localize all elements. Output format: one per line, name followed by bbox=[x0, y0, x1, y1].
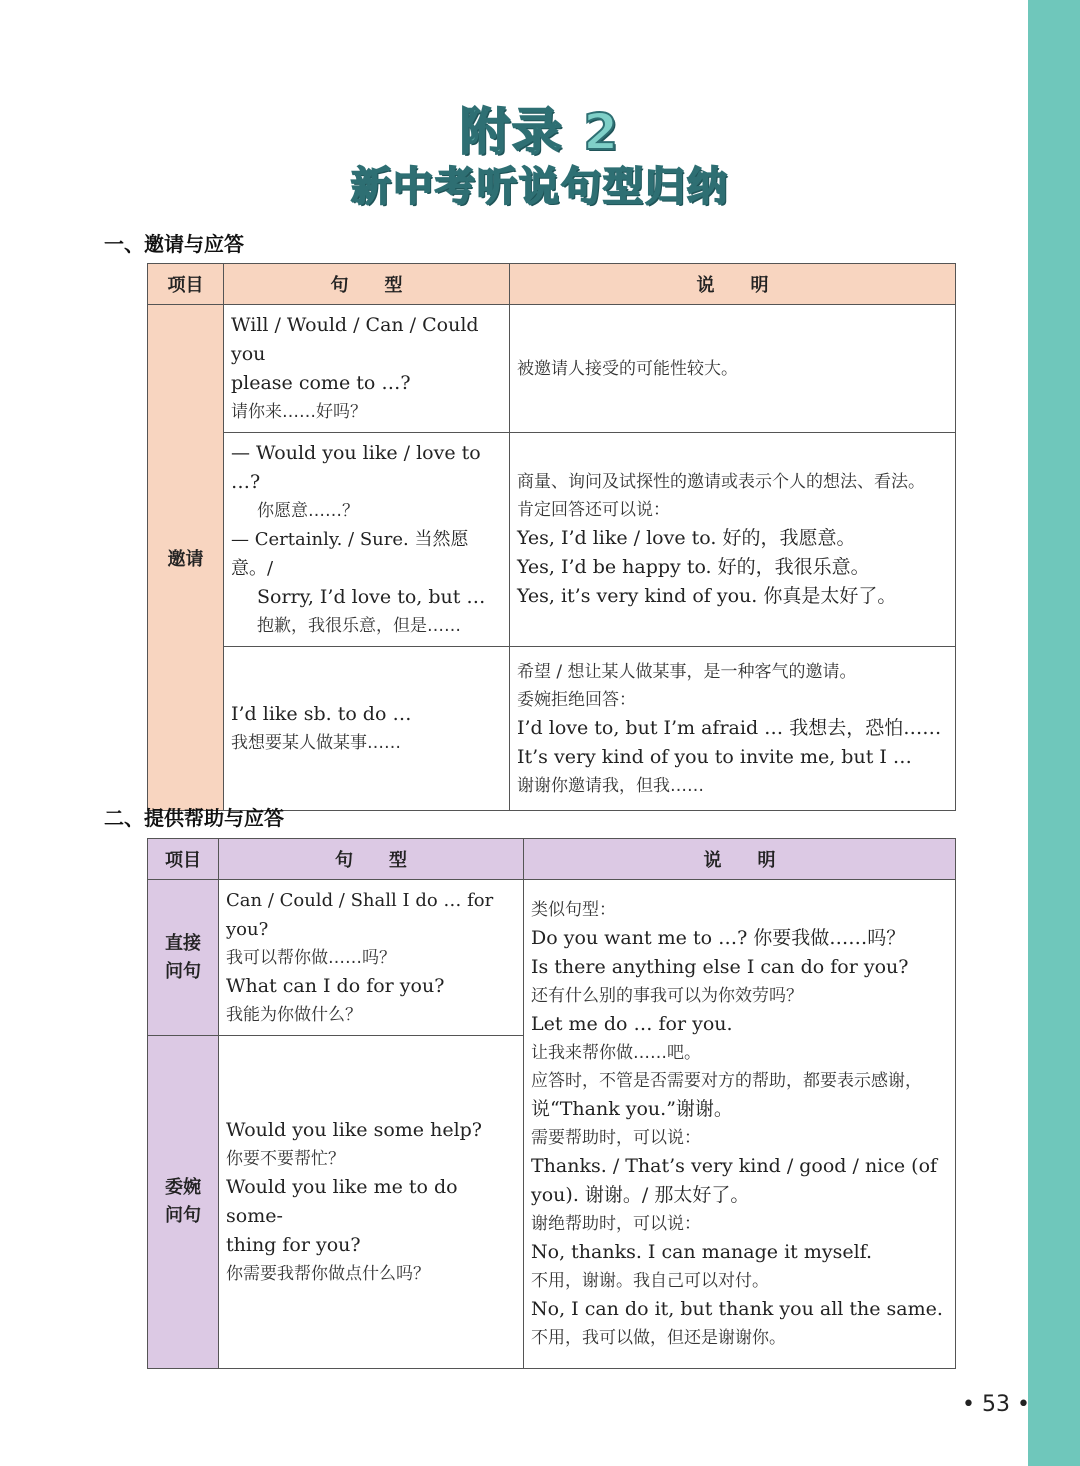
table-row bbox=[148, 880, 956, 1036]
note-text: 谢绝帮助时，可以说： bbox=[531, 1214, 701, 1234]
header-item: 项目 bbox=[148, 264, 224, 305]
note-text: I’d love to, but I’m afraid … 我想去，恐怕…… bbox=[517, 716, 942, 739]
table-row bbox=[148, 647, 956, 811]
note-text: 商量、询问及试探性的邀请或表示个人的想法、看法。 bbox=[517, 472, 925, 492]
category-cell bbox=[148, 880, 219, 1036]
pattern-cell bbox=[224, 647, 510, 811]
pattern-translation: 请你来……好吗？ bbox=[231, 402, 367, 422]
appendix-title: 附录 2 bbox=[459, 103, 621, 161]
note-text: Yes, I’d like / love to. 好的，我愿意。 bbox=[517, 527, 856, 549]
note-text: 谢谢你邀请我，但我…… bbox=[517, 775, 704, 796]
pattern-text: Will / Would / Can / Could you bbox=[231, 314, 479, 365]
table-header-row bbox=[148, 264, 956, 305]
note-cell bbox=[524, 880, 956, 1369]
category-text: 问句 bbox=[165, 1205, 201, 1226]
invitation-table bbox=[147, 263, 956, 811]
header-note: 说 明 bbox=[524, 839, 956, 880]
pattern-cell bbox=[219, 1036, 524, 1369]
pattern-text: — Would you like / love to …? bbox=[231, 442, 481, 493]
table-row bbox=[148, 305, 956, 433]
pattern-text: Sorry, I’d love to, but … bbox=[257, 586, 486, 608]
pattern-text: What can I do for you? bbox=[226, 975, 445, 997]
table-row bbox=[148, 433, 956, 647]
header-pattern: 句 型 bbox=[224, 264, 510, 305]
note-text: 应答时，不管是否需要对方的帮助，都要表示感谢， bbox=[531, 1071, 922, 1091]
category-text: 问句 bbox=[165, 960, 201, 982]
pattern-translation: 我可以帮你做……吗？ bbox=[226, 948, 396, 968]
pattern-translation: 你愿意……？ bbox=[257, 501, 359, 521]
pattern-translation: 我能为你做什么？ bbox=[226, 1005, 362, 1025]
pattern-text: Would you like some help? bbox=[226, 1119, 482, 1141]
note-text: No, thanks. I can manage it myself. bbox=[531, 1241, 873, 1263]
note-text: you). 谢谢。/ 那太好了。 bbox=[531, 1184, 750, 1206]
note-cell bbox=[510, 647, 956, 811]
note-cell bbox=[510, 305, 956, 433]
appendix-subtitle: 新中考听说句型归纳 bbox=[351, 164, 729, 210]
pattern-cell bbox=[224, 433, 510, 647]
note-cell bbox=[510, 433, 956, 647]
note-text: 希望 / 想让某人做某事，是一种客气的邀请。 bbox=[517, 661, 857, 682]
note-text: 需要帮助时，可以说： bbox=[531, 1128, 701, 1148]
category-cell: 邀请 bbox=[148, 305, 224, 811]
note-text: 委婉拒绝回答： bbox=[517, 689, 636, 710]
note-text: Let me do … for you. bbox=[531, 1013, 733, 1035]
help-table bbox=[147, 838, 956, 1369]
pattern-cell bbox=[219, 880, 524, 1036]
section-heading-invitation: 一、邀请与应答 bbox=[104, 232, 244, 256]
header-pattern: 句 型 bbox=[219, 839, 524, 880]
section-heading-help: 二、提供帮助与应答 bbox=[104, 806, 284, 830]
note-text: 肯定回答还可以说： bbox=[517, 500, 670, 520]
note-text: 说“Thank you.”谢谢。 bbox=[531, 1098, 733, 1120]
note-text: Yes, it’s very kind of you. 你真是太好了。 bbox=[517, 585, 897, 607]
category-text: 直接 bbox=[165, 932, 201, 954]
note-text: 不用，我可以做，但还是谢谢你。 bbox=[531, 1328, 786, 1348]
category-text: 委婉 bbox=[165, 1177, 201, 1198]
note-text: Is there anything else I can do for you? bbox=[531, 956, 909, 978]
note-text: 还有什么别的事我可以为你效劳吗？ bbox=[531, 986, 803, 1006]
pattern-text: Can / Could / Shall I do … for you? bbox=[226, 890, 494, 940]
page-number: • 53 • bbox=[962, 1392, 1030, 1417]
note-text: 被邀请人接受的可能性较大。 bbox=[517, 358, 738, 379]
pattern-text: — Certainly. / Sure. 当然愿意。/ bbox=[231, 529, 469, 579]
pattern-translation: 你需要我帮你做点什么吗？ bbox=[226, 1264, 430, 1284]
pattern-text: thing for you? bbox=[226, 1234, 361, 1256]
pattern-text: please come to …? bbox=[231, 372, 411, 394]
note-text: Thanks. / That’s very kind / good / nice (of bbox=[531, 1155, 938, 1177]
note-text: Do you want me to …? 你要我做……吗？ bbox=[531, 927, 906, 949]
note-text: 类似句型： bbox=[531, 900, 616, 920]
pattern-translation: 你要不要帮忙？ bbox=[226, 1149, 345, 1169]
table-header-row bbox=[148, 839, 956, 880]
side-color-band bbox=[1028, 0, 1080, 1466]
pattern-translation: 抱歉，我很乐意，但是…… bbox=[257, 616, 461, 636]
pattern-text: Would you like me to do some- bbox=[226, 1176, 458, 1227]
note-text: Yes, I’d be happy to. 好的，我很乐意。 bbox=[517, 556, 870, 578]
pattern-text: I’d like sb. to do … bbox=[231, 703, 412, 725]
header-item: 项目 bbox=[148, 839, 219, 880]
pattern-cell bbox=[224, 305, 510, 433]
category-cell bbox=[148, 1036, 219, 1369]
note-text: No, I can do it, but thank you all the same. bbox=[531, 1298, 943, 1320]
note-text: 不用，谢谢。我自己可以对付。 bbox=[531, 1271, 769, 1291]
note-text: It’s very kind of you to invite me, but I … bbox=[517, 745, 912, 768]
note-text: 让我来帮你做……吧。 bbox=[531, 1043, 701, 1063]
pattern-translation: 我想要某人做某事…… bbox=[231, 733, 401, 753]
header-note: 说 明 bbox=[510, 264, 956, 305]
